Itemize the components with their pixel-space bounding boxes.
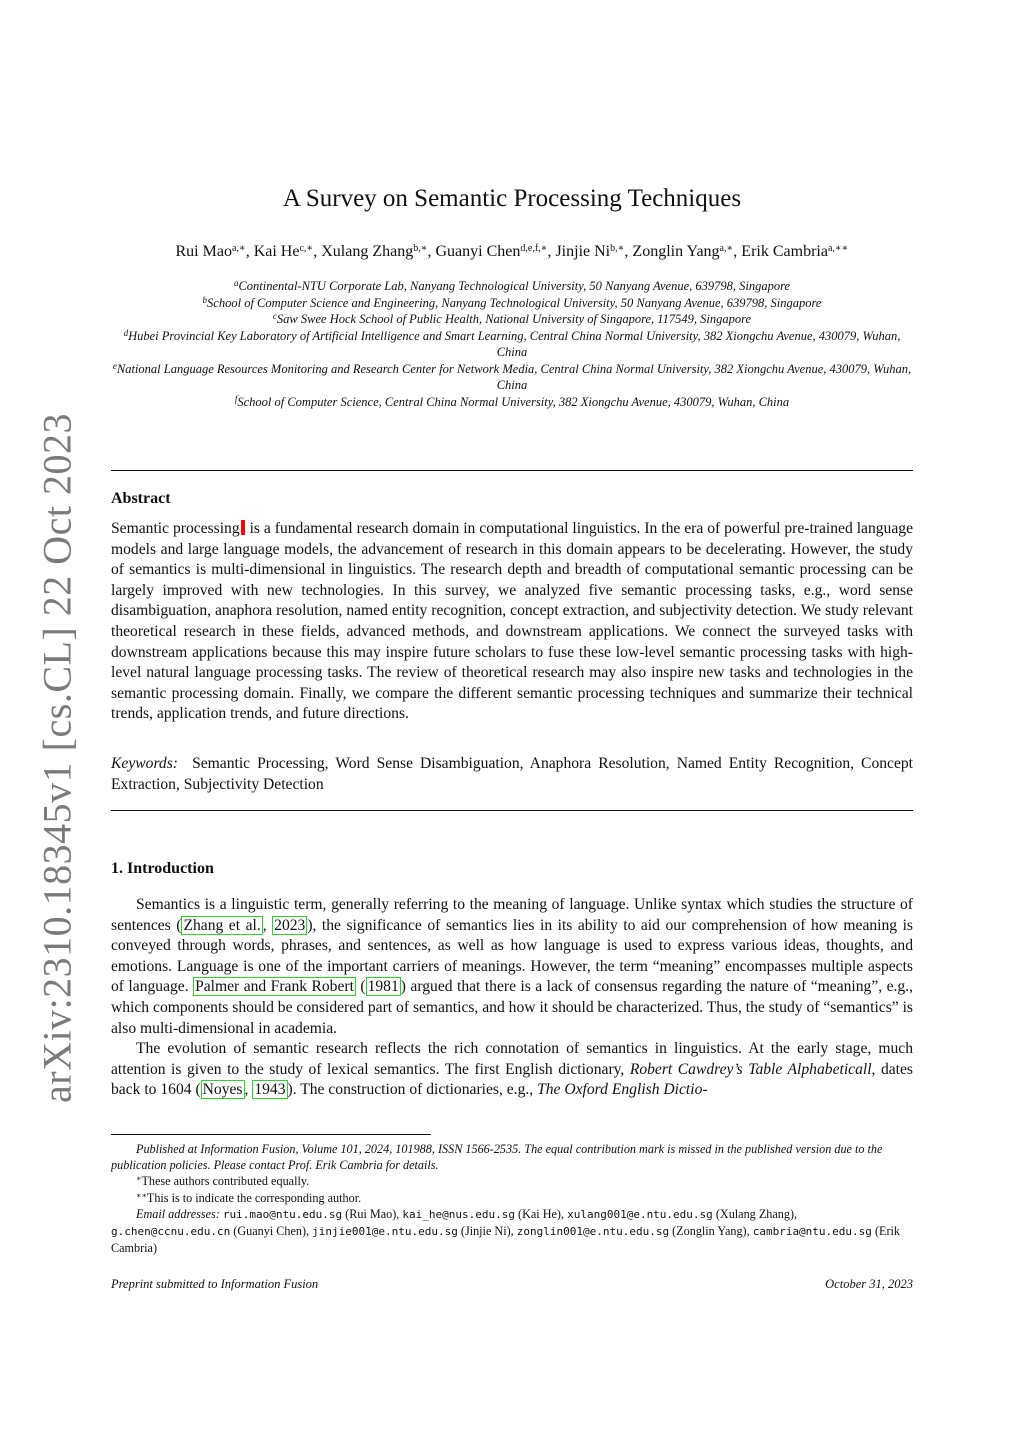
email-addresses: Email addresses: rui.mao@ntu.edu.sg (Rui Mao), kai_he@nus.edu.sg (Kai He), xulang001@e.ntu.edu.sg (Xulang Zhang), g.chen@ccnu.edu.cn (Guanyi Chen), jinjie001@e.ntu.edu.sg (Jinjie Ni), zonglin001@e.ntu.edu.sg (Zonglin Yang), cambria@ntu.edu.sg (Erik Cambria) [111, 1206, 901, 1256]
email-link[interactable]: xulang001@e.ntu.edu.sg [567, 1207, 713, 1221]
introduction-heading: 1. Introduction [111, 860, 214, 877]
keywords-label: Keywords: [111, 755, 178, 772]
abstract-heading: Abstract [111, 490, 171, 507]
author-list [0, 243, 1024, 261]
corresponding-author-note: ∗∗This is to indicate the corresponding author. [136, 1190, 362, 1205]
paper-title: A Survey on Semantic Processing Techniques [282, 185, 742, 212]
abstract-body: Semantic processing is a fundamental research domain in computational linguistics. In the era of powerful pre-trained language models and large language models, the advancement of research in this domain appears to be decelerating. However, the study of semantics is multi-dimensional in linguistics. The research depth and breadth of computational semantic processing can be largely improved with new technologies. In this survey, we analyzed five semantic processing tasks, e.g., word sense disambiguation, anaphora resolution, named entity recognition, concept extraction, and subjectivity detection. We study relevant theoretical research in these fields, advanced methods, and downstream applications. We connect the surveyed tasks with downstream applications because this may inspire future scholars to fuse these low-level semantic processing tasks with high-level natural language processing tasks. The review of theoretical research may also inspire new tasks and technologies in the semantic processing domain. Finally, we compare the different semantic processing techniques and summarize their technical trends, application trends, and future directions. [111, 520, 913, 723]
email-link[interactable]: jinjie001@e.ntu.edu.sg [312, 1225, 458, 1239]
citation-link[interactable]: Zhang et al. [183, 916, 261, 934]
paragraph: Semantics is a linguistic term, generally referring to the meaning of language. Unlike syntax which studies the structure of sentences ( Zhang et al. , 2023 ), the significance of semantics lies in its ability to aid our comprehension of how meaning is conveyed through words, phrases, and sentences, as well as how language is used to express various ideas, thoughts, and emotions. Language is one of the important carriers of meanings. However, the term “meaning” encompasses multiple aspects of language. Palmer and Frank Robert ( 1981 ) argued that there is a lack of consensus regarding the nature of “meaning”, e.g., which components should be considered part of semantics, and how it should be characterized. Thus, the study of “semantics” is also multi-dimensional in academia. [111, 896, 914, 1037]
abstract-top-divider [111, 470, 913, 471]
author: Guanyi Chen$^{d,e,f,∗}$, [435, 243, 556, 260]
keywords-list: Semantic Processing, Word Sense Disambiguation, Anaphora Resolution, Named Entity Recognition, Concept Extraction, Subjectivity Detection [111, 755, 914, 793]
footnote-link-marker[interactable] [241, 520, 245, 535]
citation-link[interactable]: 1943 [254, 1081, 286, 1099]
footnotes [111, 1141, 913, 1256]
citation-link[interactable]: Noyes [202, 1081, 243, 1099]
citation-link[interactable]: Palmer and Frank Robert [195, 978, 354, 996]
email-link[interactable]: kai_he@nus.edu.sg [402, 1207, 515, 1221]
publication-note: Published at Information Fusion, Volume 101, 2024, 101988, ISSN 1566-2535. The equal contribution mark is missed in the published version due to the publication policies. Please contact Prof. Erik Cambria for details. [111, 1142, 883, 1173]
affiliation: $^f$School of Computer Science, Central China Normal University, 382 Xiongchu Avenue, 430079, Wuhan, China [234, 393, 790, 409]
affiliation: $^b$School of Computer Science and Engineering, Nanyang Technological University, 50 Nanyang Avenue, 639798, Singapore [202, 294, 822, 310]
citation-link[interactable]: 2023 [274, 916, 306, 934]
paragraph: The evolution of semantic research reflects the rich connotation of semantics in linguistics. At the early stage, much attention is given to the study of lexical semantics. The first English dictionary, Robert Cawdrey’s Table Alphabeticall, dates back to 1604 ( Noyes , 1943 ). The construction of dictionaries, e.g., The Oxford English Dictio- [111, 1040, 913, 1099]
affiliation: $^e$National Language Resources Monitoring and Research Center for Network Media, Central China Normal University, 382 Xiongchu Avenue, 430079, Wuhan, China [112, 360, 912, 392]
introduction-body [111, 895, 913, 1101]
affiliation: $^c$Saw Swee Hock School of Public Health, National University of Singapore, 117549, Singapore [272, 311, 752, 326]
email-link[interactable]: rui.mao@ntu.edu.sg [222, 1207, 343, 1221]
author: Erik Cambria$^{a,∗∗}$ [741, 243, 849, 260]
footnote-divider [111, 1134, 431, 1135]
author: Jinjie $Ni^{b,∗}$, [555, 243, 633, 260]
footer-venue: Preprint submitted to Information Fusion [111, 1277, 319, 1291]
author: Rui Mao$^{a,∗}$, [175, 243, 254, 260]
author: Xulang Zhang$^{b,∗}$, [321, 243, 436, 260]
footer-date: October 31, 2023 [825, 1277, 913, 1291]
affiliation: $^a$Continental-NTU Corporate Lab, Nanyang Technological University, 50 Nanyang Avenue, 639798, Singapore [233, 278, 791, 293]
email-link[interactable]: zonglin001@e.ntu.edu.sg [516, 1225, 670, 1239]
arxiv-identifier-stamp: arXiv:2310.18345v1 [cs.CL] 22 Oct 2023 [34, 412, 80, 1104]
affiliation: $^d$Hubei Provincial Key Laboratory of Artificial Intelligence and Smart Learning, Central China Normal University, 382 Xiongchu Avenue, 430079, Wuhan, China [123, 327, 901, 359]
equal-contribution-note: ∗These authors contributed equally. [136, 1174, 310, 1189]
author: Zonglin Yang$^{a,∗}$, [632, 243, 742, 260]
citation-link[interactable]: 1981 [367, 978, 399, 996]
email-link[interactable]: g.chen@ccnu.edu.cn [111, 1225, 231, 1239]
abstract-bottom-divider [111, 810, 913, 811]
affiliation-list [112, 278, 912, 410]
author: Kai $He^{c,∗}$, [253, 243, 322, 260]
keywords [111, 754, 913, 795]
email-link[interactable]: cambria@ntu.edu.sg [752, 1225, 872, 1239]
